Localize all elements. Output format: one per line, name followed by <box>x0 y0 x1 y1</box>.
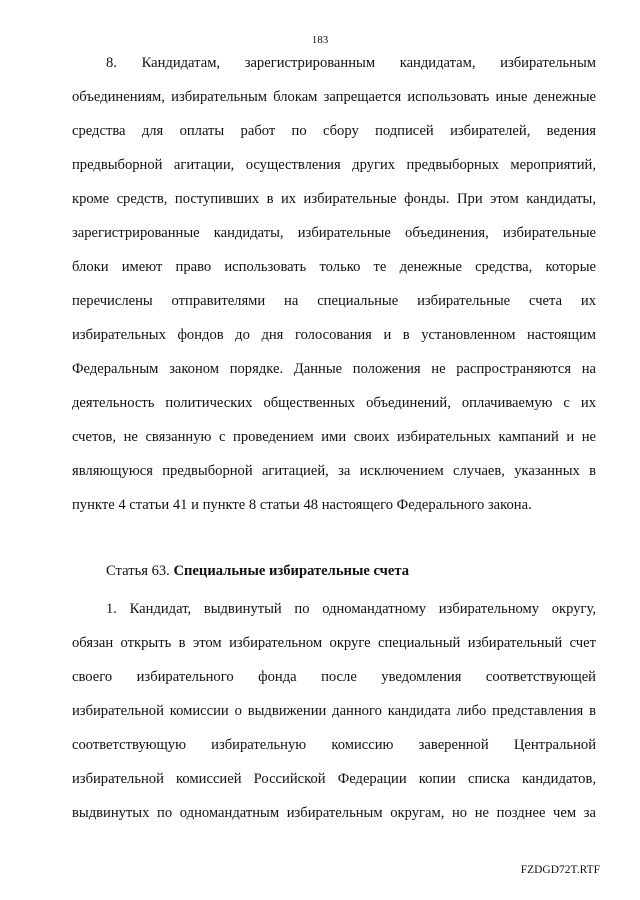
paragraph-1-line-3: своего избирательного фонда после уведомления соответствующей <box>72 669 596 685</box>
paragraph-8-line-10: Федеральным законом порядке. Данные положения не распространяются на <box>72 361 596 377</box>
paragraph-8 <box>72 46 596 522</box>
paragraph-8-line-2: объединениям, избирательным блокам запрещается использовать иные денежные <box>72 89 596 105</box>
paragraph-1 <box>72 592 596 830</box>
paragraph-8-line-9: избирательных фондов до дня голосования и в установленном настоящим <box>72 327 596 343</box>
paragraph-1-line-7: выдвинутых по одномандатным избирательным округам, но не позднее чем за <box>72 805 596 821</box>
paragraph-8-line-5: кроме средств, поступивших в их избирательные фонды. При этом кандидаты, <box>72 191 596 207</box>
page-number: 183 <box>311 34 329 46</box>
paragraph-8-line-7: блоки имеют право использовать только те денежные средства, которые <box>72 259 596 275</box>
paragraph-8-line-1: 8. Кандидатам, зарегистрированным кандидатам, избирательным <box>106 55 596 71</box>
paragraph-1-line-1: 1. Кандидат, выдвинутый по одномандатному избирательному округу, <box>106 601 596 617</box>
article-title: Специальные избирательные счета <box>173 563 410 579</box>
paragraph-8-line-12: счетов, не связанную с проведением ими своих избирательных кампаний и не <box>72 429 596 445</box>
paragraph-8-line-11: деятельность политических общественных объединений, оплачиваемую с их <box>72 395 596 411</box>
paragraph-8-line-14: пункте 4 статьи 41 и пункте 8 статьи 48 настоящего Федерального закона. <box>72 497 532 513</box>
article-heading <box>106 554 409 588</box>
paragraph-1-line-2: обязан открыть в этом избирательном округе специальный избирательный счет <box>72 635 596 651</box>
paragraph-1-line-6: избирательной комиссией Российской Федерации копии списка кандидатов, <box>72 771 596 787</box>
paragraph-8-line-8: перечислены отправителями на специальные избирательные счета их <box>72 293 596 309</box>
paragraph-8-line-6: зарегистрированные кандидаты, избирательные объединения, избирательные <box>72 225 596 241</box>
paragraph-1-line-4: избирательной комиссии о выдвижении данного кандидата либо представления в <box>72 703 596 719</box>
footer-file-code: FZDGD72T.RTF <box>520 864 600 876</box>
paragraph-8-line-13: являющуюся предвыборной агитацией, за исключением случаев, указанных в <box>72 463 596 479</box>
article-number: Статья 63. <box>106 563 174 579</box>
paragraph-8-line-3: средства для оплаты работ по сбору подписей избирателей, ведения <box>72 123 596 139</box>
paragraph-8-line-4: предвыборной агитации, осуществления других предвыборных мероприятий, <box>72 157 596 173</box>
paragraph-1-line-5: соответствующую избирательную комиссию заверенной Центральной <box>72 737 596 753</box>
